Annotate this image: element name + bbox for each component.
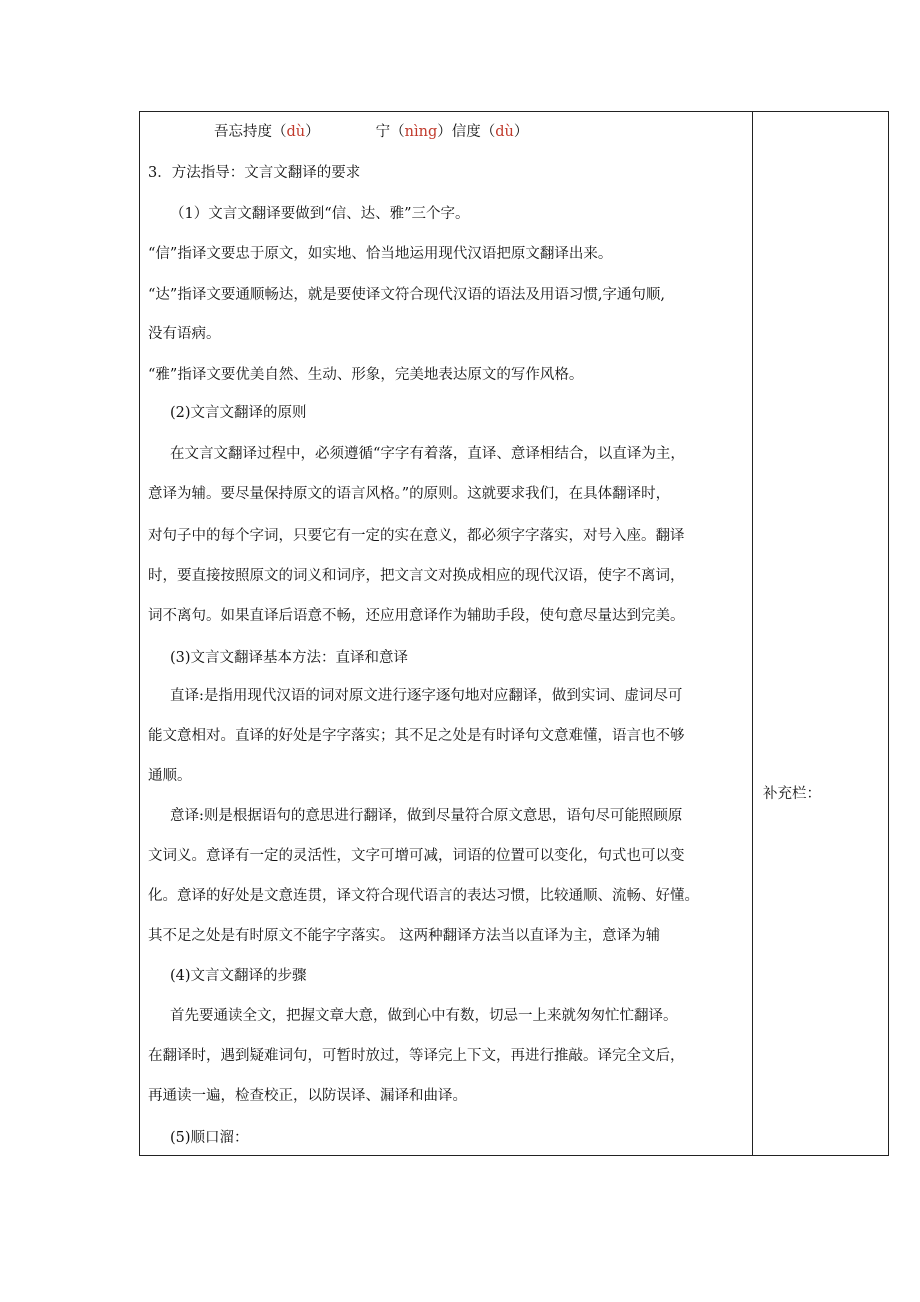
pinyin-text: ）: [305, 124, 320, 140]
paragraph-line: 在翻译时，遇到疑难词句，可暂时放过，等译完上下文，再进行推敲。译完全文后，: [148, 1048, 685, 1064]
paragraph-line: 能文意相对。直译的好处是字字落实；其不足之处是有时译句文意难懂，语言也不够: [148, 728, 685, 744]
subsection-heading: (2)文言文翻译的原则: [170, 405, 307, 421]
paragraph-line: “达”指译文要通顺畅达，就是要使译文符合现代汉语的语法及用语习惯,字通句顺,: [148, 287, 666, 303]
paragraph-line: 其不足之处是有时原文不能字字落实。 这两种翻译方法当以直译为主，意译为辅: [148, 928, 661, 944]
sidebar-label: 补充栏：: [763, 786, 821, 802]
paragraph-line: 意译为辅。要尽量保持原文的语言风格。”的原则。这就要求我们，在具体翻译时，: [148, 486, 671, 502]
pinyin-red: dù: [286, 124, 306, 140]
paragraph-line: 时，要直接按照原文的词义和词序，把文言文对换成相应的现代汉语，使字不离词，: [148, 568, 685, 584]
table-frame: [139, 111, 889, 1156]
paragraph-line: 化。意译的好处是文意连贯，译文符合现代语言的表达习惯，比较通顺、流畅、好懂。: [148, 888, 699, 904]
pinyin-text: 吾忘持度（: [214, 124, 287, 140]
subsection-heading: (5)顺口溜：: [170, 1130, 249, 1146]
paragraph-line: “雅”指译文要优美自然、生动、形象，完美地表达原文的写作风格。: [148, 367, 584, 383]
paragraph-line: 直译:是指用现代汉语的词对原文进行逐字逐句地对应翻译，做到实词、虚词尽可: [170, 688, 683, 704]
paragraph-line: “信”指译文要忠于原文，如实地、恰当地运用现代汉语把原文翻译出来。: [148, 246, 613, 262]
pinyin-red: nìng: [404, 124, 438, 140]
paragraph-line: 对句子中的每个字词，只要它有一定的实在意义，都必须字字落实，对号入座。翻译: [148, 528, 685, 544]
column-divider: [752, 111, 753, 1156]
paragraph-line: 没有语病。: [148, 326, 221, 342]
paragraph-line: 在文言文翻译过程中，必须遵循“字字有着落，直译、意译相结合，以直译为主，: [170, 446, 685, 462]
subsection-heading: （1）文言文翻译要做到“信、达、雅”三个字。: [170, 206, 470, 222]
pinyin-text: ）: [513, 124, 529, 140]
paragraph-line: 意译:则是根据语句的意思进行翻译，做到尽量符合原文意思，语句尽可能照顾原: [170, 808, 683, 824]
paragraph-line: 词不离句。如果直译后语意不畅，还应用意译作为辅助手段，使句意尽量达到完美。: [148, 608, 685, 624]
section-heading: 3．方法指导：文言文翻译的要求: [148, 165, 361, 181]
pinyin-row: [214, 122, 528, 142]
subsection-heading: (3)文言文翻译基本方法：直译和意译: [170, 650, 409, 666]
paragraph-line: 通顺。: [148, 768, 192, 784]
pinyin-red: dù: [495, 124, 514, 140]
paragraph-line: 首先要通读全文，把握文章大意，做到心中有数，切忌一上来就匆匆忙忙翻译。: [170, 1008, 678, 1024]
pinyin-text: 宁（: [375, 124, 405, 140]
paragraph-line: 文词义。意译有一定的灵活性，文字可增可减，词语的位置可以变化，句式也可以变: [148, 848, 685, 864]
pinyin-text: ）信度（: [437, 124, 496, 140]
paragraph-line: 再通读一遍，检查校正，以防误译、漏译和曲译。: [148, 1088, 467, 1104]
subsection-heading: (4)文言文翻译的步骤: [170, 968, 307, 984]
